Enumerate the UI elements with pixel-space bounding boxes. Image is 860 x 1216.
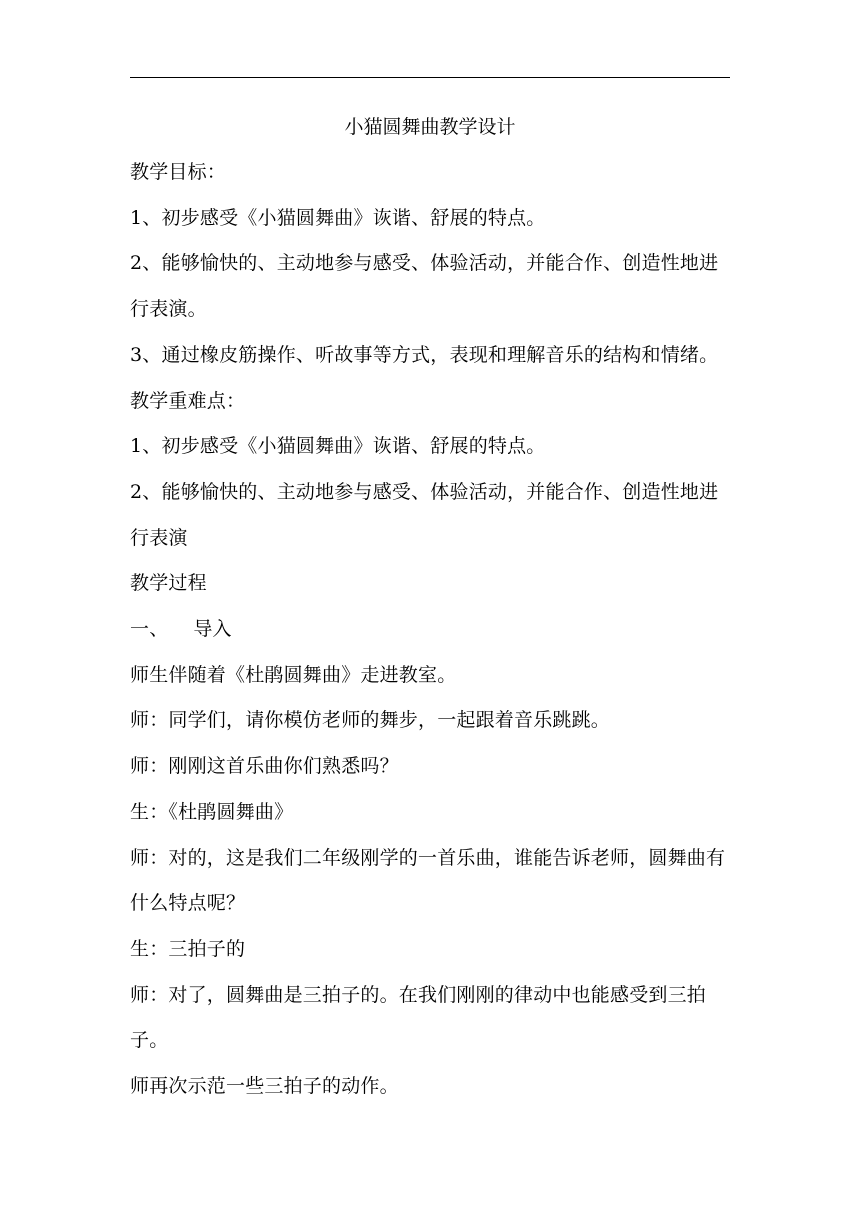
document-page: [130, 104, 730, 1110]
paragraph-teaching-goals-heading: 教学目标：: [130, 161, 227, 183]
paragraph-intro-line-2: 师：同学们，请你模仿老师的舞步，一起跟着音乐跳跳。: [130, 709, 611, 732]
paragraph-process-heading: 教学过程: [130, 572, 207, 595]
paragraph-intro-line-5: 师：对的，这是我们二年级刚学的一首乐曲，谁能告诉老师，圆舞曲有什么特点呢？: [130, 846, 726, 915]
paragraph-key-point-1: 1、初步感受《小猫圆舞曲》诙谐、舒展的特点。: [130, 435, 546, 458]
paragraph-key-point-2: 2、能够愉快的、主动地参与感受、体验活动，并能合作、创造性地进行表演: [130, 480, 719, 549]
paragraph-intro-line-6: 生：三拍子的: [130, 937, 246, 960]
header-rule: [130, 77, 730, 78]
paragraph-goal-2: 2、能够愉快的、主动地参与感受、体验活动，并能合作、创造性地进行表演。: [130, 252, 719, 321]
document-title: 小猫圆舞曲教学设计: [344, 116, 516, 138]
paragraph-key-points-heading: 教学重难点：: [130, 389, 246, 412]
paragraph-intro-line-1: 师生伴随着《杜鹃圆舞曲》走进教室。: [130, 663, 457, 686]
paragraph-intro-heading: 一、 导入: [130, 618, 232, 641]
paragraph-goal-3: 3、通过橡皮筋操作、听故事等方式，表现和理解音乐的结构和情绪。: [130, 343, 719, 366]
paragraph-intro-line-7: 师：对了，圆舞曲是三拍子的。在我们刚刚的律动中也能感受到三拍子。: [130, 983, 707, 1052]
paragraph-intro-line-4: 生：《杜鹃圆舞曲》: [130, 800, 294, 823]
paragraph-intro-line-8: 师再次示范一些三拍子的动作。: [130, 1075, 399, 1098]
paragraph-goal-1: 1、初步感受《小猫圆舞曲》诙谐、舒展的特点。: [130, 206, 546, 229]
paragraph-intro-line-3: 师：刚刚这首乐曲你们熟悉吗？: [130, 755, 399, 778]
